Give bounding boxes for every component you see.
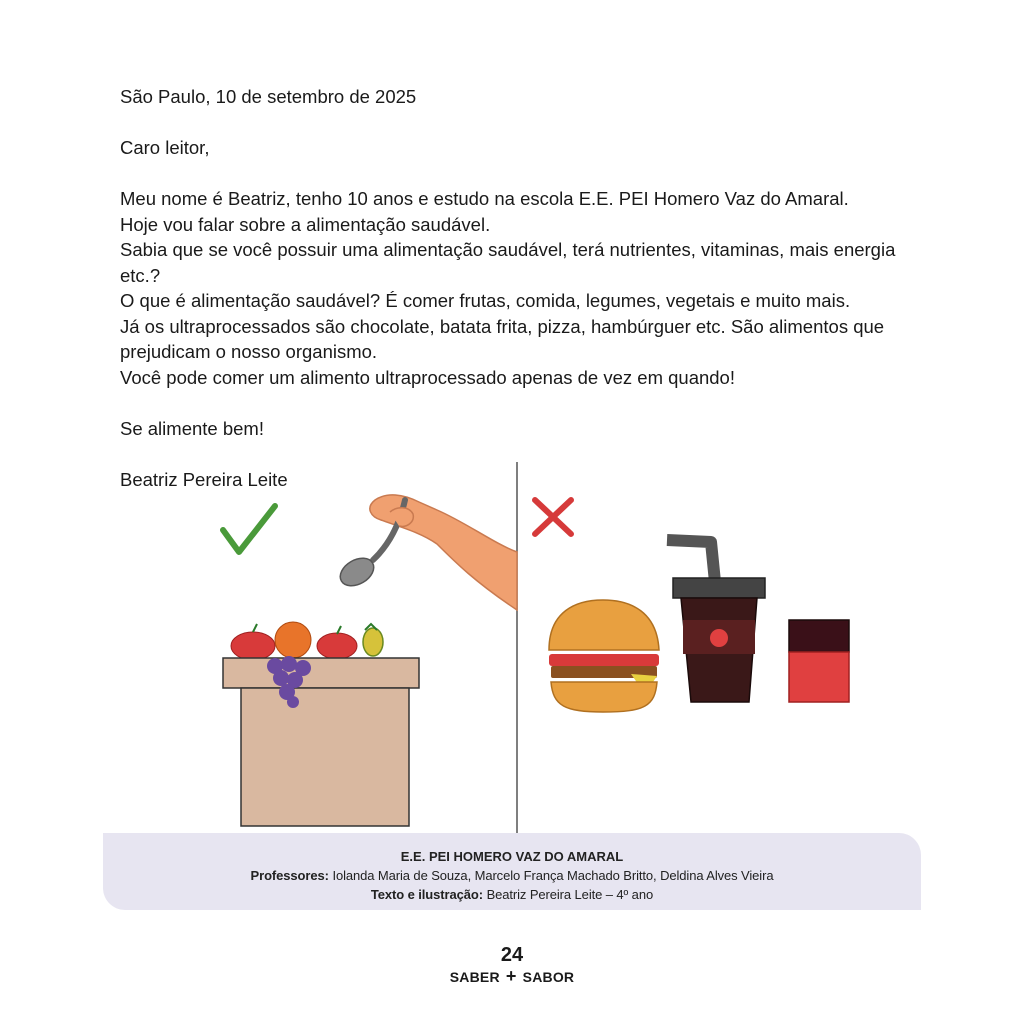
date-line: São Paulo, 10 de setembro de 2025 (120, 86, 417, 107)
author-value: Beatriz Pereira Leite – 4º ano (486, 887, 654, 902)
body-line: Meu nome é Beatriz, tenho 10 anos e estudo na escola E.E. PEI Homero Vaz do Amaral. (120, 188, 849, 209)
teachers-names: Iolanda Maria de Souza, Marcelo França Machado Britto, Deldina Alves Vieira (332, 868, 774, 883)
school-name: E.E. PEI HOMERO VAZ DO AMARAL (400, 849, 624, 864)
brand-left: SABER (449, 969, 500, 985)
hand-with-spoon-icon (335, 495, 517, 610)
greeting: Caro leitor, (120, 137, 210, 158)
brand-plus: + (505, 966, 517, 986)
cross-icon (535, 500, 571, 534)
teachers-line (103, 866, 921, 885)
hamburger-icon (549, 600, 659, 712)
brand-logo (0, 966, 1024, 987)
page-number: 24 (500, 944, 524, 966)
author-label: Texto e ilustração: (370, 887, 483, 902)
letter (120, 84, 910, 492)
body-line: Você pode comer um alimento ultraprocessado apenas de vez em quando! (120, 366, 735, 388)
signature: Beatriz Pereira Leite (120, 468, 288, 490)
author-line (103, 885, 921, 904)
fries-box-icon (789, 620, 849, 702)
brand-right: SABOR (522, 969, 575, 985)
body-line: Sabia que se você possuir uma alimentação saudável, terá nutrientes, vitaminas, mais energia etc.? (120, 239, 896, 286)
illustration (175, 462, 865, 834)
body-line: Hoje vou falar sobre a alimentação saudável. (120, 213, 491, 235)
fruits-icon (231, 622, 383, 660)
page-footer (0, 944, 1024, 987)
credits-box (103, 833, 921, 910)
closing: Se alimente bem! (120, 417, 264, 439)
checkmark-icon (223, 506, 275, 552)
body-line: Já os ultraprocessados são chocolate, batata frita, pizza, hambúrguer etc. São alimentos que prejudicam o nosso organismo. (120, 315, 885, 362)
teachers-label: Professores: (250, 868, 329, 883)
soda-cup-icon (667, 540, 765, 702)
box-icon (223, 658, 419, 826)
body-line: O que é alimentação saudável? É comer frutas, comida, legumes, vegetais e muito mais. (120, 290, 851, 311)
